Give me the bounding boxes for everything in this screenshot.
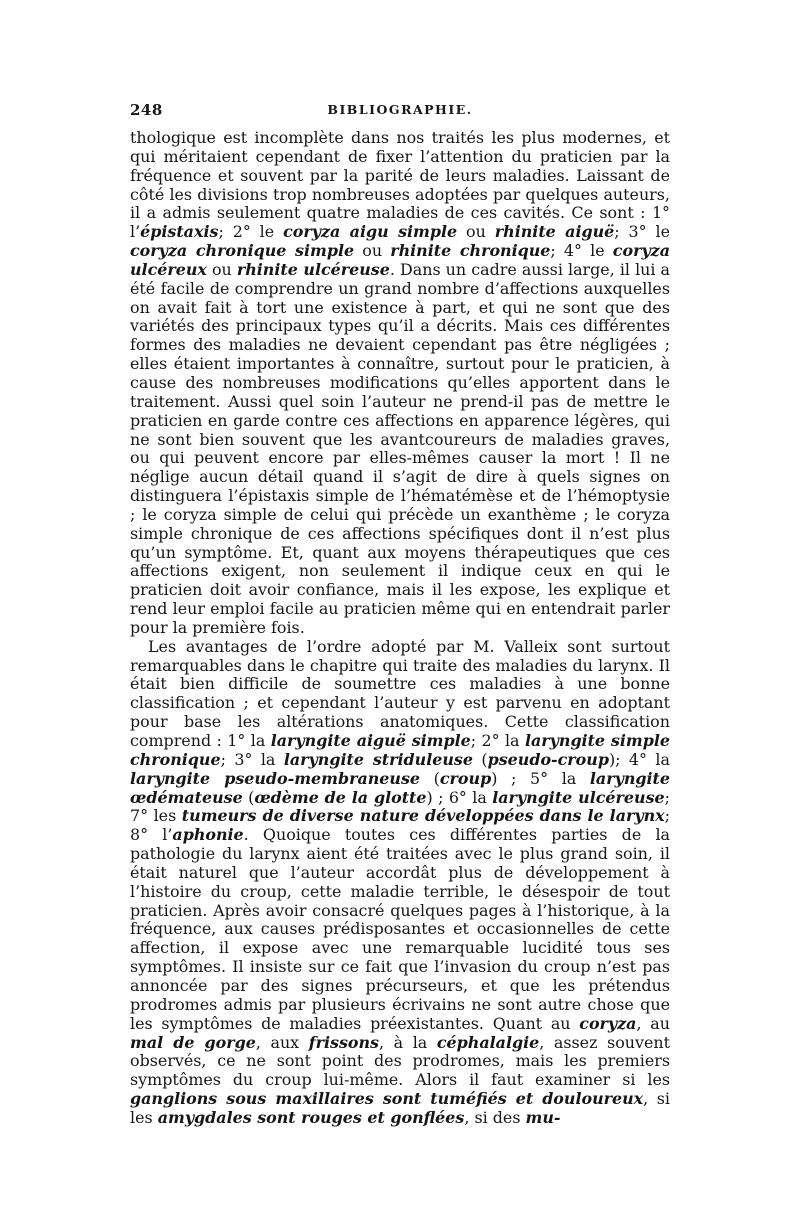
italic-term: œdème de la glotte [254, 787, 427, 807]
italic-term: laryngite simple chronique [130, 731, 670, 769]
italic-term: laryngite striduleuse [283, 749, 473, 769]
text-run: ( [242, 787, 255, 807]
text-run: ) ; 5° la [491, 768, 590, 788]
italic-term: coryza chronique simple [130, 241, 355, 261]
italic-term: amygdales sont rouges et gonflées [157, 1107, 465, 1127]
italic-term: croup [439, 768, 492, 788]
page-number: 248 [130, 101, 163, 119]
italic-term: rhinite aiguë [494, 222, 615, 242]
text-run: ; 7° les [130, 787, 670, 826]
text-run: ) ; 6° la [426, 787, 493, 807]
italic-term: mu- [525, 1107, 561, 1127]
text-run: , si les [130, 1089, 671, 1127]
text-run: ( [420, 768, 440, 788]
italic-term: rhinite chronique [390, 241, 551, 261]
text-run: ou [206, 259, 237, 279]
text-run: ( [472, 749, 488, 769]
italic-term: mal de gorge [130, 1032, 256, 1052]
page-header [130, 101, 670, 121]
italic-term: pseudo-croup [487, 749, 609, 769]
italic-term: céphalalgie [436, 1032, 540, 1052]
italic-term: ganglions sous maxillaires sont tuméfiés et douloureux [130, 1089, 644, 1109]
italic-term: tumeurs de diverse nature développées dans le larynx [181, 806, 665, 826]
italic-term: épistaxis [140, 222, 219, 242]
italic-term: coryza [579, 1013, 637, 1033]
text-run: . Quoique toutes ces différentes parties de la pathologie du larynx aient été traitées avec le plus grand soin, il était naturel que l’auteur accordât plus de développement à l’histoire du croup, cette maladie terrible, le désespoir de tout praticien. Après avoir consacré quelques pages à l’historique, à la fréquence, aux causes prédisposantes et occasionnelles de cette affection, il expose avec une remarquable lucidité tous ses symptômes. Il insiste sur ce fait que l’invasion du croup n’est pas annoncée par des signes précurseurs, et que les prétendus prodromes admis par plusieurs écrivains ne sont autre chose que les symptômes de maladies préexistantes. Quant au [130, 825, 671, 1033]
italic-term: laryngite pseudo-membraneuse [130, 768, 421, 788]
text-run: ; 4° le [550, 241, 613, 261]
text-run: ; 2° la [470, 731, 525, 750]
italic-term: laryngite ulcéreuse [492, 787, 665, 807]
text-run: ou [354, 241, 391, 261]
text-run: , assez souvent observés, ce ne sont point des prodromes, mais les premiers symptômes du croup lui-même. Alors il faut examiner si les [130, 1032, 671, 1090]
text-run: ); 4° la [608, 749, 670, 769]
text-run: , aux [255, 1032, 309, 1052]
paragraph-p1 [130, 129, 670, 638]
text-run: thologique est incomplète dans nos traités les plus modernes, et qui méritaient cependant de fixer l’attention du praticien par la fréquence et souvent par la parité de leurs maladies. Laissant de côté les divisions trop nombreuses adoptées par quelques auteurs, il a admis seulement quatre maladies de ces cavités. Ce sont : 1° l’ [130, 128, 670, 242]
running-head: BIBLIOGRAPHIE. [327, 102, 473, 117]
text-run: , si des [464, 1107, 526, 1127]
italic-term: coryza aigu simple [283, 222, 458, 242]
italic-term: rhinite ulcéreuse [236, 259, 390, 279]
paragraph-p2 [130, 638, 670, 1128]
text-run: , à la [379, 1032, 437, 1052]
text-run: . Dans un cadre aussi large, il lui a été facile de comprendre un grand nombre d’affections auxquelles on avait fait à tort une existence à part, et qui ne sont que des variétés des principaux types qu’il a décrits. Mais ces différentes formes des maladies ne devaient cependant pas être négligées ; elles étaient importantes à connaître, surtout pour le praticien, à cause des nombreuses modifications qu’elles apportent dans le traitement. Aussi quel soin l’auteur ne prend-il pas de mettre le praticien en garde contre ces affections en apparence légères, qui ne sont bien souvent que les avantcoureurs de maladies graves, ou qui peuvent encore par elles-mêmes causer la mort ! Il ne néglige aucun détail quand il s’agit de dire à quels signes on distinguera l’épistaxis simple de l’hématémèse et de l’hémoptysie ; le coryza simple de celui qui précède un exanthème ; le coryza simple chronique de ces affections spécifiques dont il n’est plus qu’un symptôme. Et, quant aux moyens thérapeutiques que ces affections exigent, non seulement il indique ceux en qui le praticien doit avoir confiance, mais il les expose, les explique et rend leur emploi facile au praticien même qui en entendrait parler pour la première fois. [130, 259, 671, 637]
italic-term: laryngite œdémateuse [130, 768, 670, 807]
text-run: ; 3° le [614, 222, 670, 242]
italic-term: laryngite aiguë simple [270, 731, 471, 750]
italic-term: aphonie [172, 825, 244, 845]
text-run: Les avantages de l’ordre adopté par M. Valleix sont surtout remarquables dans le chapitre qui traite des maladies du larynx. Il était bien difficile de soumettre ces maladies à une bonne classification ; et cependant l’auteur y est parvenu en adoptant pour base les altérations anatomiques. Cette classification comprend : 1° la [130, 636, 670, 750]
text-run: ; 8° l’ [130, 806, 670, 845]
text-run: ; 2° le [218, 222, 284, 242]
italic-term: frissons [308, 1032, 379, 1052]
text-run: ; 3° la [220, 749, 284, 769]
text-run: , au [636, 1013, 670, 1033]
body-text [130, 129, 670, 1128]
text-run: ou [457, 222, 495, 242]
italic-term: coryza ulcéreux [130, 241, 670, 279]
